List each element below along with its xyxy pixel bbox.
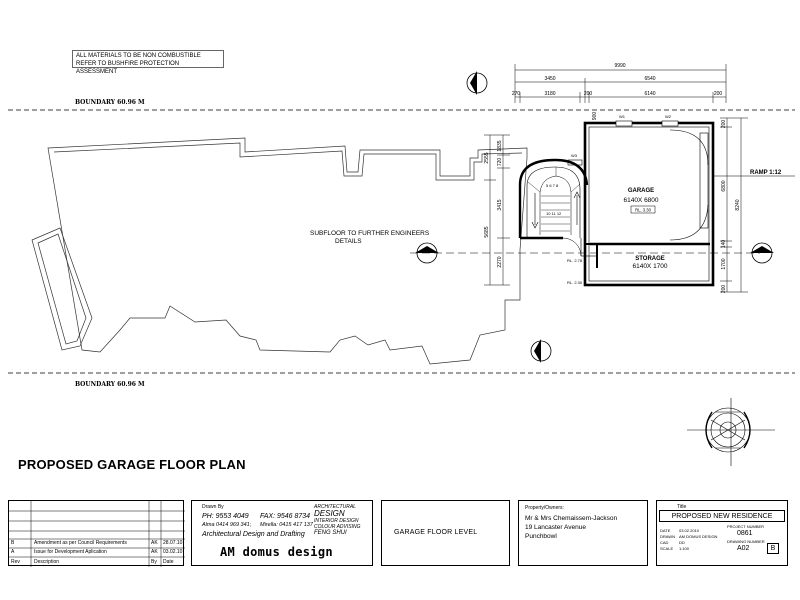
rev-row1-desc: Amendment as per Council Requirements	[34, 540, 127, 546]
note-line-1: ALL MATERIALS TO BE NON COMBUSTIBLE	[76, 53, 201, 59]
dim-2555: 2555	[484, 152, 490, 164]
service-2: INTERIOR DESIGN	[314, 518, 359, 524]
dim-5685: 5685	[484, 226, 490, 238]
section-marker-left	[415, 243, 439, 263]
garage-rl: RL. 3.30	[635, 207, 651, 213]
subfloor-outline	[32, 138, 527, 364]
title-label: Title	[677, 504, 687, 510]
dim-720: 720	[497, 157, 503, 167]
dim-r-200-b: 200	[721, 284, 727, 294]
property-street: 19 Lancaster Avenue	[525, 524, 586, 531]
rev-row2-by: AK	[151, 549, 158, 555]
service-4: FENG SHUI	[314, 530, 347, 536]
stair-numbers: 5 6 7 8	[546, 183, 559, 188]
property-suburb: Punchbowl	[525, 533, 557, 540]
dim-900: 900	[592, 111, 598, 121]
dimension-lines-top	[515, 64, 726, 103]
window-w3-label: W3	[571, 153, 577, 158]
rev-row2-rev: A	[11, 549, 15, 555]
drawn-by-label: Drawn By	[202, 504, 224, 510]
level-box	[381, 500, 510, 566]
level-label: GARAGE FLOOR LEVEL	[394, 529, 478, 536]
dim-6140: 6140	[644, 91, 656, 97]
service-3: COLOUR ADVISING	[314, 524, 361, 530]
dim-9990: 9990	[614, 63, 626, 69]
drawn-by-box	[191, 500, 373, 566]
rev-row1-date: 28.07.10	[163, 540, 183, 546]
revisions-table	[8, 500, 184, 566]
service-0: ARCHITECTURAL	[314, 504, 356, 510]
drawing-number-label: DRAWING NUMBER	[727, 539, 765, 544]
section-marker-top	[467, 71, 487, 95]
drawn-by-alma: Alma 0414 969 341;	[202, 522, 252, 528]
rev-row1-rev: B	[11, 540, 15, 546]
stair-numbers-mid: 10 11 12	[546, 211, 562, 216]
cad-label: CAD	[660, 540, 669, 545]
date-label: DATE	[660, 528, 671, 533]
drawn-by-ph: PH: 9553 4049	[202, 513, 249, 520]
drawn-label: DRAWN	[660, 534, 675, 539]
dim-200-b: 200	[713, 91, 723, 97]
ramp-label: RAMP 1:12	[750, 170, 782, 176]
scale-value: 1:100	[679, 546, 690, 551]
property-owner: Mr & Mrs Chemaissem-Jackson	[525, 515, 618, 522]
logo-text: AM domus design	[220, 545, 333, 559]
rl-230: RL. 2.30	[567, 280, 583, 285]
dim-140: 140	[721, 239, 727, 249]
project-number-value: 0861	[737, 530, 753, 537]
property-label: Property/Owners:	[525, 505, 564, 511]
section-marker-right	[750, 243, 774, 263]
services-list	[314, 504, 361, 536]
storage-label: STORAGE	[635, 256, 665, 262]
drawing-number-value: A02	[737, 545, 750, 552]
subfloor-note-line2: DETAILS	[335, 238, 362, 245]
rev-row2-desc: Issue for Development Aplication	[34, 549, 107, 555]
dim-200-a: 200	[583, 91, 593, 97]
boundary-top-label: BOUNDARY 60.96 M	[75, 99, 145, 106]
date-value: 03.02.2010	[679, 528, 700, 533]
drawing-title: PROPOSED GARAGE FLOOR PLAN	[18, 457, 246, 472]
section-marker-bottom	[531, 339, 551, 363]
window-w1-label: W1	[619, 114, 625, 119]
rev-header-by: By	[151, 559, 157, 565]
revisions-grid	[9, 501, 185, 567]
rev-header-rev: Rev	[11, 559, 20, 565]
dim-6800: 6800	[721, 180, 727, 192]
rl-278: RL. 2.78	[567, 258, 583, 263]
rev-row1-by: AK	[151, 540, 158, 546]
project-number-label: PROJECT NUMBER	[727, 524, 765, 529]
rev-header-date: Date	[163, 559, 174, 565]
drawn-by-mirella: Mirella: 0415 417 137	[260, 522, 313, 528]
title-value: PROPOSED NEW RESIDENCE	[659, 510, 785, 522]
dim-6540: 6540	[644, 76, 656, 82]
boundary-lines	[8, 110, 795, 373]
title-block	[656, 500, 788, 566]
dim-3415: 3415	[497, 199, 503, 211]
rev-row2-date: 03.02.10	[163, 549, 183, 555]
dim-8240: 8240	[735, 199, 741, 211]
notes-box	[72, 50, 224, 75]
dim-3180: 3180	[544, 91, 556, 97]
revision-letter: B	[767, 543, 779, 554]
scale-label: SCALE	[660, 546, 674, 551]
key-plan	[687, 398, 775, 466]
rev-header-desc: Description	[34, 559, 60, 565]
drawn-by-fax: FAX: 9546 8734	[260, 513, 311, 520]
drawn-value: AM DOMUS DESIGN	[679, 534, 718, 539]
dim-3450: 3450	[544, 76, 556, 82]
dim-270: 270	[511, 91, 521, 97]
storage-size: 6140X 1700	[632, 263, 668, 270]
note-line-2: REFER TO BUSHFIRE PROTECTION ASSESSMENT	[76, 61, 180, 75]
dim-1700: 1700	[721, 258, 727, 270]
service-1: DESIGN	[314, 509, 345, 518]
window-w2-label: W2	[665, 114, 671, 119]
property-box	[518, 500, 648, 566]
subfloor-note-line1: SUBFLOOR TO FURTHER ENGINEERS	[310, 230, 430, 237]
garage-size: 6140X 6800	[623, 197, 659, 204]
dim-1835: 1835	[497, 140, 503, 152]
boundary-bottom-label: BOUNDARY 60.96 M	[75, 381, 145, 388]
cad-value: DD	[679, 540, 685, 545]
garage-label: GARAGE	[627, 188, 655, 194]
dim-2270: 2270	[497, 256, 503, 268]
drawn-by-tagline: Architectural Design and Drafting	[202, 531, 305, 538]
dim-r-200-a: 200	[721, 119, 727, 129]
